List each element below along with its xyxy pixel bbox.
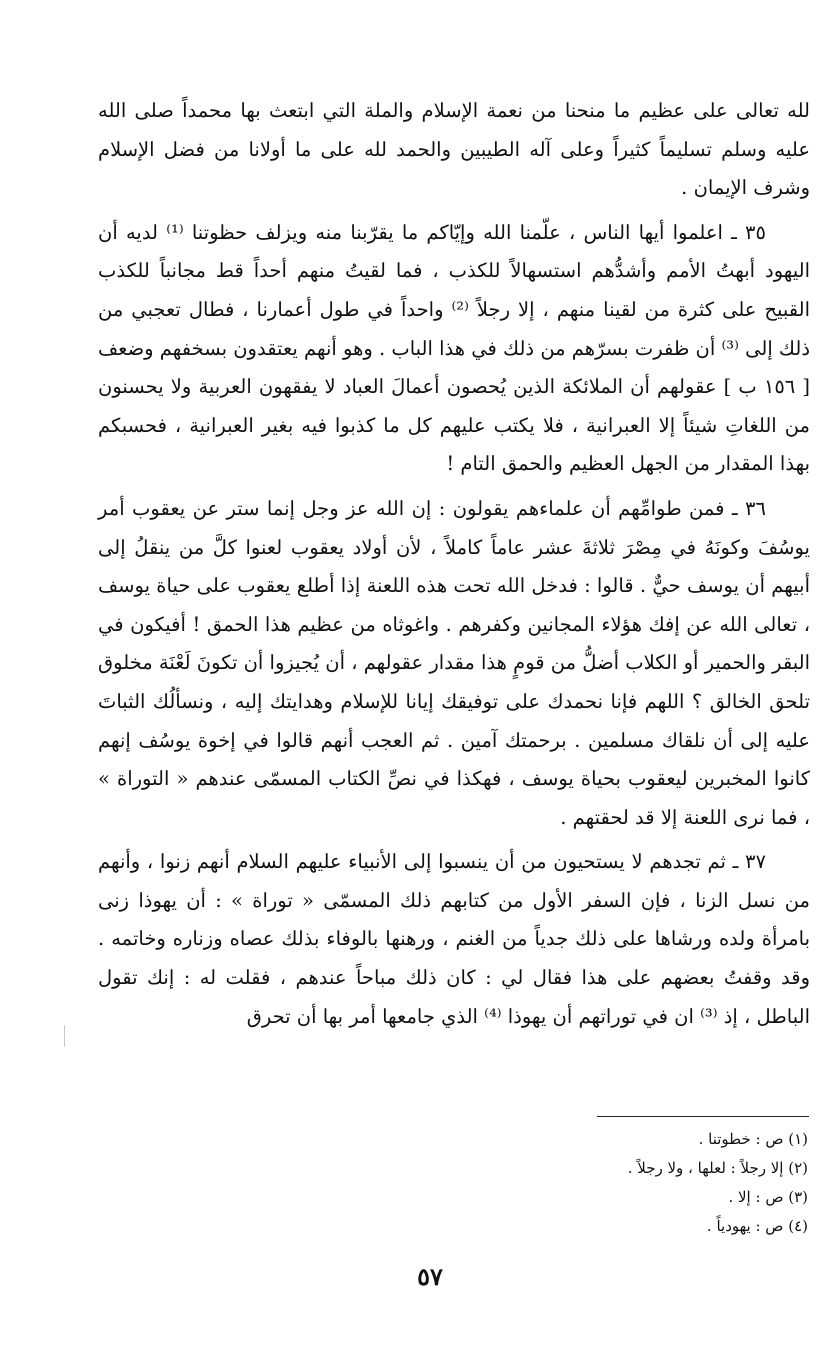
paragraph-37: ٣٧ ـ ثم تجدهم لا يستحيون من أن ينسبوا إلى الأنبياء عليهم السلام أنهم زنوا ، وأنهم من نسل الزنا ، فإن السفر الأول من كتابهم ذلك المسمّى « توراة » : أن يهوذا زنى بامرأة ولده ورشاها على ذلك جدياً من الغنم ، ورهنها بالوفاء بذلك عصاه وزناره وخاتمه . وقد وقفتُ بعضهم على هذا فقال لي : كان ذلك مباحاً عندهم ، فقلت له : إنك تقول الباطل ، إذ ⁽³⁾ ان في توراتهم أن يهوذا ⁽⁴⁾ الذي جامعها أمر بها أن تحرق	[98, 850, 810, 1028]
margin-mark	[64, 1025, 65, 1047]
footnote-2: (٢) إلا رجلاً : لعلها ، ولا رجلاً .	[627, 1159, 808, 1177]
footnote-3: (٣) ص : إلا .	[728, 1188, 808, 1206]
footnote-separator	[597, 1116, 809, 1117]
footnotes	[408, 1125, 808, 1241]
page-number: ٥٧	[417, 1262, 443, 1291]
paragraph-35: ٣٥ ـ اعلموا أيها الناس ، علّمنا الله وإيّاكم ما يقرّبنا منه ويزلف حظوتنا ⁽¹⁾ لديه أن اليهود أبهتُ الأمم وأشدُّهم استسهالاً للكذب ، فما لقيتُ منهم أحداً قط مجانباً للكذب القبيح على كثرة من لقينا منهم ، إلا رجلاً ⁽²⁾ واحداً في طول أعمارنا ، فطال تعجبي من ذلك إلى ⁽³⁾ أن ظفرت بسرّهم من ذلك في هذا الباب . وهو أنهم يعتقدون بسخفهم وضعف [ ١٥٦ ب ] عقولهم أن الملائكة الذين يُحصون أعمالَ العباد لا يفقهون العربية ولا يحسنون من اللغاتِ شيئاً إلا العبرانية ، فلا يكتب عليهم كل ما كذبوا فيه بغير العبرانية ، فحسبكم بهذا المقدار من الجهل العظيم والحمق التام !	[98, 220, 810, 476]
paragraph-intro-continuation: لله تعالى على عظيم ما منحنا من نعمة الإسلام والملة التي ابتعث بها محمداً صلى الله عليه وسلم تسليماً كثيراً وعلى آله الطيبين والحمد لله على ما أولانا من فضل الإسلام وشرف الإيمان .	[98, 99, 810, 200]
paragraph-36: ٣٦ ـ فمن طوامِّهم أن علماءهم يقولون : إن الله عز وجل إنما ستر عن يعقوب أمر يوسُفَ وكونَهُ في مِصْرَ ثلاثةَ عشر عاماً كاملاً ، لأن أولاد يعقوب لعنوا كلَّ من ينقلُ إلى أبيهم أن يوسف حيٌّ . قالوا : فدخل الله تحت هذه اللعنة إذا أطلع يعقوب على حياة يوسف ، تعالى الله عن إفك هؤلاء المجانين وكفرهم . واغوثاه من عظيم هذا الحمق ! أفيكون في البقر والحمير أو الكلاب أضلُّ من قومٍ هذا مقدار عقولهم ، أن يُجيزوا أن تكونَ لَعْنَة مخلوق تلحق الخالق ؟ اللهم فإنا نحمدك على توفيقك إيانا للإسلام وهدايتك إليه ، ونسألُك الثباتَ عليه إلى أن نلقاك مسلمين . برحمتك آمين . ثم العجب أنهم قالوا في إخوة يوسُف إنهم كانوا المخبرين ليعقوب بحياة يوسف ، فهكذا في نصِّ الكتاب المسمّى عندهم « التوراة » ، فما نرى اللعنة إلا قد لحقتهم .	[98, 496, 810, 829]
footnote-1: (١) ص : خطوتنا .	[698, 1130, 808, 1148]
main-text	[98, 92, 810, 1036]
footnote-4: (٤) ص : يهودياً .	[706, 1217, 808, 1235]
